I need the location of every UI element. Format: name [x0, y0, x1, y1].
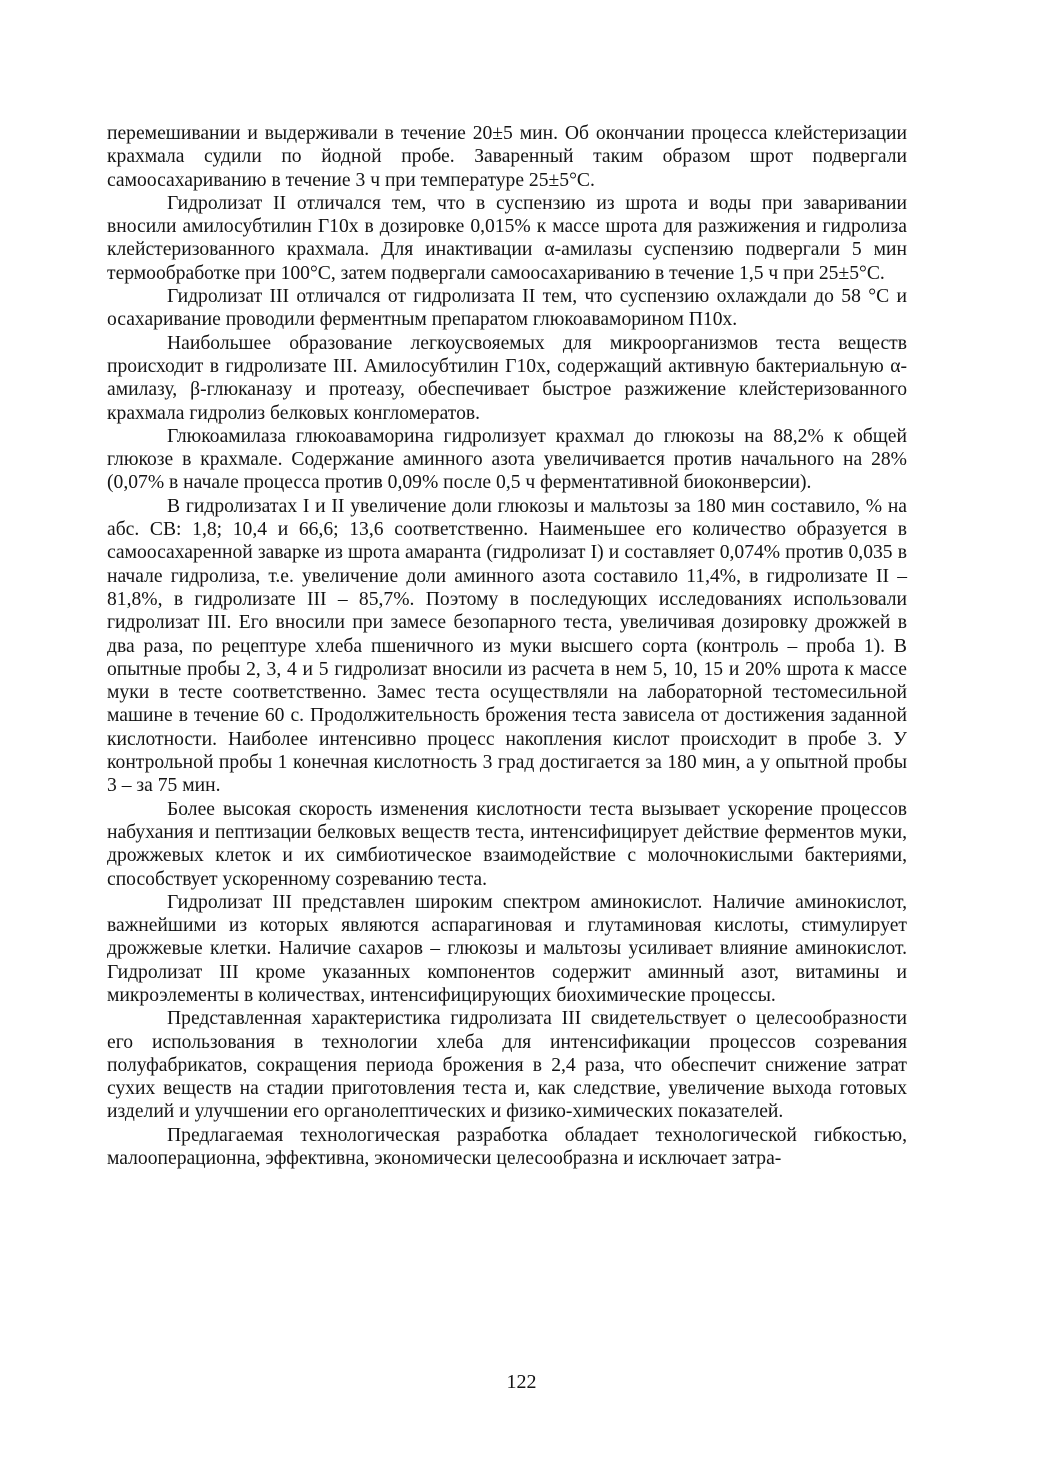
paragraph-10: Предлагаемая технологическая разработка обладает технологической гибкостью, малооперационна, эффективна, экономически целесообразна и исключает затра- — [107, 1124, 907, 1170]
paragraph-6: В гидролизатах I и II увеличение доли глюкозы и мальтозы за 180 мин составило, % на абс. СВ: 1,8; 10,4 и 66,6; 13,6 соответственно. Наименьшее его количество образуется в самоосахаренной заварке из шрота амаранта (гидролизат I) и составляет 0,074% против 0,035 в начале гидролиза, т.е. увеличение доли аминного азота составило 11,4%, в гидролизате II – 81,8%, в гидролизате III – 85,7%. Поэтому в последующих исследованиях использовали гидролизат III. Его вносили при замесе безопарного теста, увеличивая дозировку дрожжей в два раза, по рецептуре хлеба пшеничного из муки высшего сорта (контроль – проба 1). В опытные пробы 2, 3, 4 и 5 гидролизат вносили из расчета в нем 5, 10, 15 и 20% шрота к массе муки в тесте соответственно. Замес теста осуществляли на лабораторной тестомесильной машине в течение 60 с. Продолжительность брожения теста зависела от достижения заданной кислотности. Наиболее интенсивно процесс накопления кислот происходит в пробе 3. У контрольной пробы 1 конечная кислотность 3 град достигается за 180 мин, а у опытной пробы 3 – за 75 мин. — [107, 495, 907, 797]
paragraph-4: Наибольшее образование легкоусвояемых для микроорганизмов теста веществ происходит в гидролизате III. Амилосубтилин Г10х, содержащий активную бактериальную α-амилазу, β-глюканазу и протеазу, обеспечивает быстрое разжижение клейстеризованного крахмала гидролиз белковых конгломератов. — [107, 332, 907, 424]
paragraph-7: Более высокая скорость изменения кислотности теста вызывает ускорение процессов набухания и пептизации белковых веществ теста, интенсифицирует действие ферментов муки, дрожжевых клеток и их симбиотическое взаимодействие с молочнокислыми бактериями, способствует ускоренному созреванию теста. — [107, 798, 907, 890]
paragraph-2: Гидролизат II отличался тем, что в суспензию из шрота и воды при заваривании вносили амилосубтилин Г10х в дозировке 0,015% к массе шрота для разжижения и гидролиза клейстеризованного крахмала. Для инактивации α-амилазы суспензию подвергали 5 мин термообработке при 100°С, затем подвергали самоосахариванию в течение 1,5 ч при 25±5°С. — [107, 192, 907, 284]
page-number: 122 — [506, 1371, 537, 1393]
paragraph-8: Гидролизат III представлен широким спектром аминокислот. Наличие аминокислот, важнейшими из которых являются аспарагиновая и глутаминовая кислоты, стимулирует дрожжевые клетки. Наличие сахаров – глюкозы и мальтозы усиливает влияние аминокислот. Гидролизат III кроме указанных компонентов содержит аминный азот, витамины и микроэлементы в количествах, интенсифицирующих биохимические процессы. — [107, 891, 907, 1006]
paragraph-1: перемешивании и выдерживали в течение 20±5 мин. Об окончании процесса клейстеризации крахмала судили по йодной пробе. Заваренный таким образом шрот подвергали самоосахариванию в течение 3 ч при температуре 25±5°С. — [107, 123, 907, 191]
paragraph-5: Глюкоамилаза глюкоаваморина гидролизует крахмал до глюкозы на 88,2% к общей глюкозе в крахмале. Содержание аминного азота увеличивается против начального на 28% (0,07% в начале процесса против 0,09% после 0,5 ч ферментативной биоконверсии). — [107, 425, 907, 494]
body-text — [107, 122, 907, 1170]
paragraph-9: Представленная характеристика гидролизата III свидетельствует о целесообразности его использования в технологии хлеба для интенсификации процессов созревания полуфабрикатов, сокращения периода брожения в 2,4 раза, что обеспечит снижение затрат сухих веществ на стадии приготовления теста и, как следствие, увеличение выхода готовых изделий и улучшении его органолептических и физико-химических показателей. — [107, 1008, 907, 1123]
paragraph-3: Гидролизат III отличался от гидролизата II тем, что суспензию охлаждали до 58 °С и осахаривание проводили ферментным препаратом глюкоаваморином П10х. — [107, 286, 907, 331]
